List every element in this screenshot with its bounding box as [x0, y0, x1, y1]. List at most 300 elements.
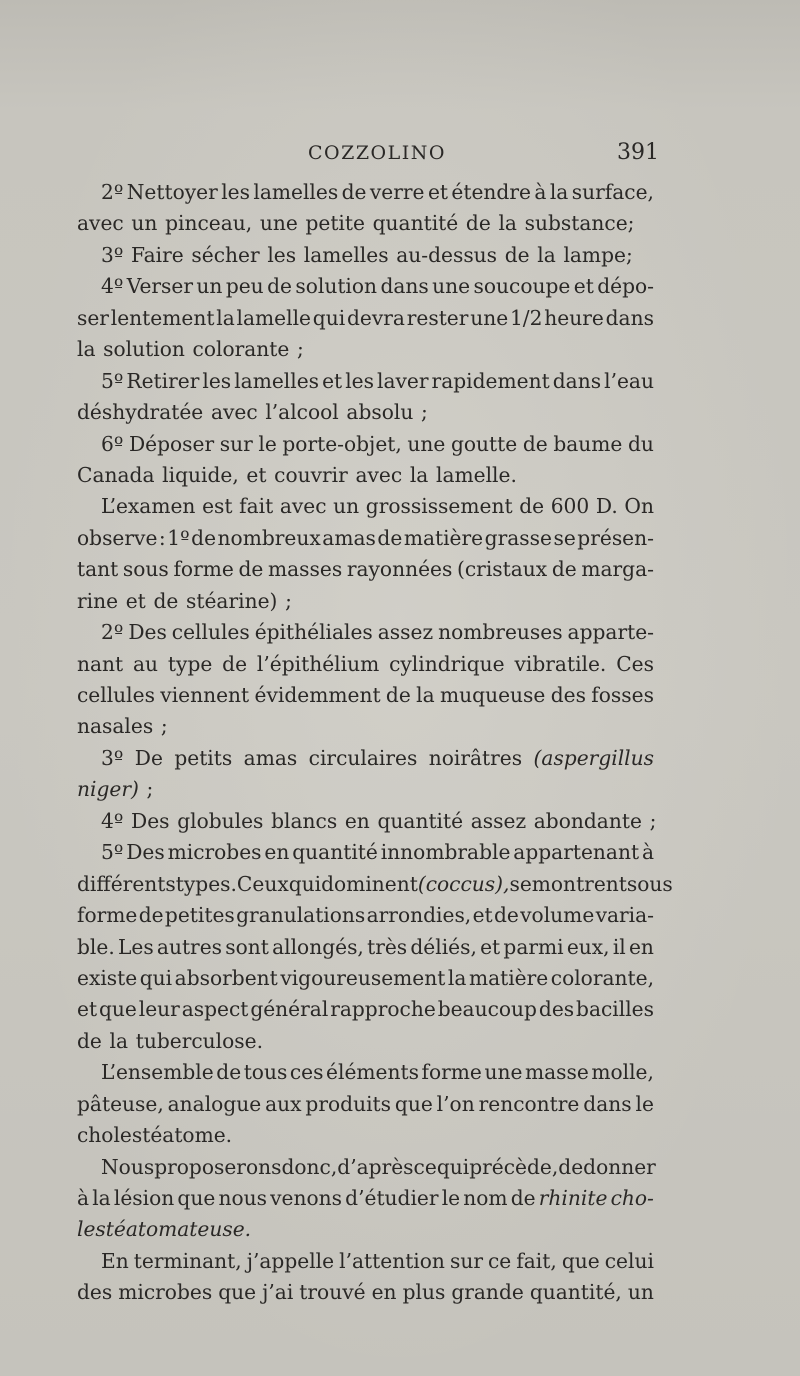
- text-line: [77, 586, 654, 617]
- word: existe: [77, 965, 138, 990]
- word: la: [216, 305, 235, 330]
- word: ;: [649, 808, 657, 833]
- word: cellules: [77, 683, 155, 707]
- text-line: [77, 523, 654, 554]
- word: lamelles: [234, 368, 320, 393]
- word: L’ensemble: [101, 1060, 214, 1085]
- word: que: [394, 1091, 433, 1116]
- word: de: [504, 242, 530, 267]
- word: les: [345, 368, 374, 393]
- word: dépo-: [597, 274, 654, 299]
- word: en: [264, 840, 290, 865]
- word: tous: [243, 1060, 288, 1085]
- word: général: [250, 997, 329, 1022]
- word: l’eau: [604, 368, 654, 393]
- word: Des: [128, 620, 167, 645]
- word: apparte-: [567, 620, 654, 645]
- word: types.: [175, 871, 237, 896]
- word: d’étudier: [345, 1186, 439, 1210]
- text-line: [77, 491, 654, 522]
- text-line: [77, 208, 654, 239]
- word: dominent: [321, 871, 418, 896]
- word: d’après: [337, 1154, 414, 1179]
- word: granulations: [236, 903, 366, 928]
- word: (coccus),: [417, 871, 510, 896]
- word: et: [125, 588, 146, 613]
- text-line: [77, 617, 654, 648]
- word: eux,: [566, 934, 610, 959]
- word: nasales: [77, 714, 154, 739]
- text-line: [77, 554, 654, 585]
- text-line: [77, 240, 654, 271]
- word: En: [101, 1248, 129, 1273]
- word: éléments: [326, 1060, 419, 1085]
- word: lampe;: [563, 242, 633, 267]
- word: le: [635, 1091, 654, 1116]
- word: du: [628, 431, 654, 456]
- word: ces: [289, 1060, 324, 1085]
- word: ;: [146, 777, 154, 802]
- word: l’on: [436, 1091, 475, 1116]
- text-line: [77, 743, 654, 774]
- text-line: [77, 932, 654, 963]
- word: et: [322, 368, 343, 393]
- word: étendre: [451, 180, 531, 204]
- word: petite: [305, 211, 365, 236]
- word: sur: [219, 431, 253, 456]
- word: à: [534, 180, 547, 204]
- word: allongés,: [272, 934, 364, 959]
- word: la: [498, 211, 517, 236]
- word: la: [109, 1028, 129, 1053]
- word: ble.: [77, 934, 115, 959]
- word: rayonnées: [346, 557, 453, 582]
- word: la: [549, 180, 569, 204]
- text-line: [77, 1120, 654, 1151]
- word: dans: [583, 1091, 632, 1116]
- word: stéarine): [186, 588, 278, 613]
- text-line: [77, 1057, 654, 1088]
- page-header: [0, 140, 800, 170]
- running-title: COZZOLINO: [308, 142, 446, 164]
- word: présen-: [577, 525, 654, 550]
- word: nombreux: [217, 525, 321, 550]
- word: muqueuse: [440, 683, 546, 707]
- word: nom: [463, 1186, 508, 1210]
- word: Ces: [616, 651, 654, 676]
- word: beaucoup: [437, 997, 537, 1022]
- word: au: [133, 651, 159, 676]
- text-line: [77, 1026, 654, 1057]
- word: une: [432, 274, 471, 299]
- word: ;: [285, 588, 292, 613]
- word: Des: [131, 808, 170, 833]
- text-line: [77, 837, 654, 868]
- word: qui: [139, 965, 173, 990]
- word: de: [519, 494, 545, 519]
- word: de: [377, 525, 403, 550]
- word: que: [177, 1186, 216, 1210]
- word: surface,: [571, 180, 654, 204]
- word: microbes: [118, 1280, 213, 1305]
- word: avec: [355, 462, 403, 487]
- word: dans: [552, 368, 602, 393]
- word: et: [480, 934, 501, 959]
- word: masses: [267, 557, 343, 582]
- word: les: [202, 368, 232, 393]
- text-line: [77, 397, 654, 428]
- word: de: [551, 557, 577, 582]
- word: abondante: [533, 808, 642, 833]
- word: à: [77, 1186, 90, 1210]
- word: absolu: [346, 400, 414, 425]
- word: la: [409, 462, 429, 487]
- word: à: [641, 840, 654, 865]
- text-line: [77, 1089, 654, 1120]
- word: il: [612, 934, 626, 959]
- word: sous: [626, 871, 673, 896]
- word: la: [447, 965, 467, 990]
- word: 5º: [101, 840, 124, 865]
- text-line: [77, 366, 654, 397]
- word: ;: [160, 714, 168, 739]
- word: circulaires: [308, 745, 418, 770]
- word: différents: [77, 871, 176, 896]
- word: devra: [346, 305, 405, 330]
- word: la: [416, 683, 435, 707]
- word: et: [246, 462, 267, 487]
- word: On: [624, 494, 654, 519]
- word: grossissement: [365, 494, 513, 519]
- word: j’appelle: [246, 1248, 335, 1273]
- word: 4º: [101, 274, 124, 299]
- word: Ceux: [236, 871, 289, 896]
- word: dans: [605, 305, 654, 330]
- word: analogue: [167, 1091, 262, 1116]
- body-text: [77, 177, 673, 1309]
- word: lestéatomateuse.: [77, 1217, 252, 1242]
- word: de: [77, 1028, 102, 1053]
- word: couvrir: [274, 462, 348, 487]
- word: globules: [177, 808, 264, 833]
- word: Nettoyer: [126, 180, 218, 204]
- text-line: [77, 774, 654, 805]
- word: de: [222, 651, 248, 676]
- word: D.: [595, 494, 618, 519]
- word: l’épithélium: [256, 651, 380, 676]
- text-line: [77, 649, 654, 680]
- word: Nous: [101, 1154, 155, 1179]
- word: l’attention: [339, 1248, 445, 1273]
- word: quantité: [292, 840, 378, 865]
- word: une: [484, 1060, 523, 1085]
- text-line: [77, 994, 654, 1025]
- word: très: [367, 934, 408, 959]
- word: colorante: [192, 337, 290, 362]
- word: goutte: [450, 431, 518, 456]
- word: de: [465, 211, 491, 236]
- word: fait: [239, 494, 274, 519]
- word: que: [218, 1280, 257, 1305]
- word: amas: [322, 525, 376, 550]
- word: rhinite: [538, 1186, 608, 1210]
- word: forme: [173, 557, 234, 582]
- word: précède,: [469, 1154, 559, 1179]
- word: colorante,: [550, 965, 654, 990]
- word: 3º: [101, 242, 124, 267]
- word: matière: [468, 965, 549, 990]
- word: tuberculose.: [135, 1028, 263, 1053]
- word: le: [441, 1186, 461, 1210]
- word: 1/2: [509, 305, 543, 330]
- word: vigoureusement: [280, 965, 446, 990]
- word: en: [344, 808, 370, 833]
- word: la: [537, 242, 556, 267]
- word: produits: [305, 1091, 392, 1116]
- word: petits: [174, 745, 233, 770]
- word: 2º: [101, 620, 124, 645]
- word: que: [561, 1248, 600, 1273]
- word: en: [371, 1280, 397, 1305]
- word: une: [470, 305, 509, 330]
- word: forme: [421, 1060, 482, 1085]
- word: heure: [544, 305, 604, 330]
- text-line: [77, 334, 654, 365]
- word: grande: [451, 1280, 524, 1305]
- word: et: [77, 997, 98, 1022]
- text-line: [77, 1152, 654, 1183]
- word: terminant,: [133, 1248, 242, 1273]
- word: la: [77, 337, 96, 362]
- word: Les: [117, 934, 154, 959]
- word: cellules: [171, 620, 250, 645]
- word: lésion: [113, 1186, 175, 1210]
- word: sont: [225, 934, 269, 959]
- word: un: [627, 1280, 654, 1305]
- word: noirâtres: [428, 745, 523, 770]
- word: pinceau,: [165, 211, 253, 236]
- word: de: [385, 683, 411, 707]
- word: bacilles: [576, 997, 654, 1022]
- word: sécher: [191, 242, 260, 267]
- word: 3º: [101, 745, 124, 770]
- word: de: [267, 274, 292, 299]
- word: lamelle.: [436, 462, 517, 487]
- word: (cristaux: [456, 557, 548, 582]
- word: proposerons: [154, 1154, 282, 1179]
- word: avec: [210, 400, 258, 425]
- word: déliés,: [410, 934, 477, 959]
- word: laver: [377, 368, 429, 393]
- word: rencontre: [478, 1091, 580, 1116]
- word: dans: [380, 274, 429, 299]
- word: trouvé: [299, 1280, 366, 1305]
- word: 2º: [101, 180, 124, 204]
- word: matière: [403, 525, 484, 550]
- word: rapidement: [431, 368, 550, 393]
- word: un: [333, 494, 360, 519]
- word: des: [538, 997, 575, 1022]
- word: et: [427, 180, 448, 204]
- word: est: [202, 494, 233, 519]
- word: appartenant: [513, 840, 640, 865]
- text-line: [77, 711, 654, 742]
- word: rapproche: [330, 997, 436, 1022]
- word: ce: [413, 1154, 437, 1179]
- word: amas: [243, 745, 298, 770]
- word: arrondies,: [366, 903, 472, 928]
- word: soucoupe: [473, 274, 571, 299]
- word: :: [158, 525, 166, 550]
- word: volume: [520, 903, 595, 928]
- word: observe: [77, 525, 158, 550]
- text-line: [77, 271, 654, 302]
- text-line: [77, 963, 654, 994]
- word: venons: [270, 1186, 342, 1210]
- word: substance;: [524, 211, 635, 236]
- word: 4º: [101, 808, 124, 833]
- word: Canada: [77, 462, 155, 487]
- word: autres: [156, 934, 223, 959]
- word: cho-: [610, 1186, 654, 1210]
- text-line: [77, 177, 654, 208]
- word: rester: [406, 305, 469, 330]
- word: peu: [225, 274, 264, 299]
- word: les: [267, 242, 297, 267]
- word: avec: [279, 494, 327, 519]
- text-line: [77, 869, 673, 900]
- word: grasse: [484, 525, 552, 550]
- word: aspect: [181, 997, 249, 1022]
- word: que: [98, 997, 137, 1022]
- word: de: [510, 1186, 536, 1210]
- word: une: [407, 431, 446, 456]
- word: déshydratée: [77, 400, 204, 425]
- word: ;: [421, 400, 428, 425]
- word: évidemment: [254, 683, 381, 707]
- word: de: [238, 557, 264, 582]
- word: rine: [77, 588, 119, 613]
- word: quantité: [372, 211, 459, 236]
- text-line: [77, 1183, 654, 1214]
- word: assez: [377, 620, 434, 645]
- word: de: [558, 1154, 584, 1179]
- text-line: [77, 460, 654, 491]
- word: tant: [77, 557, 119, 582]
- word: verre: [369, 180, 425, 204]
- word: porte-objet,: [282, 431, 402, 456]
- word: quantité,: [529, 1280, 622, 1305]
- word: fosses: [591, 683, 654, 707]
- word: petites: [164, 903, 235, 928]
- word: Déposer: [128, 431, 215, 456]
- word: un: [196, 274, 223, 299]
- word: avec: [77, 211, 124, 236]
- word: lentement: [110, 305, 215, 330]
- word: liquide,: [162, 462, 239, 487]
- word: cholestéatome.: [77, 1123, 233, 1148]
- word: Verser: [126, 274, 194, 299]
- word: nombreuses: [438, 620, 563, 645]
- word: celui: [604, 1248, 654, 1273]
- word: 600: [550, 494, 590, 519]
- word: ce: [488, 1248, 512, 1273]
- word: 1º: [167, 525, 190, 550]
- word: donner: [583, 1154, 656, 1179]
- word: montrent: [531, 871, 627, 896]
- word: plus: [402, 1280, 446, 1305]
- word: lamelle: [236, 305, 311, 330]
- word: un: [131, 211, 158, 236]
- text-line: [77, 303, 654, 334]
- word: et: [472, 903, 493, 928]
- word: lamelles: [253, 180, 339, 204]
- word: de: [153, 588, 179, 613]
- word: leur: [138, 997, 180, 1022]
- word: des: [550, 683, 586, 707]
- word: blancs: [271, 808, 338, 833]
- word: épithéliales: [254, 620, 373, 645]
- text-line: [77, 1214, 654, 1245]
- word: solution: [103, 337, 185, 362]
- word: assez: [470, 808, 527, 833]
- word: forme: [77, 903, 138, 928]
- word: j’ai: [262, 1280, 294, 1305]
- word: des: [77, 1280, 113, 1305]
- word: Faire: [131, 242, 184, 267]
- text-line: [77, 1277, 654, 1308]
- word: qui: [436, 1154, 470, 1179]
- word: solution: [295, 274, 378, 299]
- word: au-dessus: [396, 242, 498, 267]
- word: aux: [265, 1091, 302, 1116]
- word: Des: [126, 840, 165, 865]
- word: baume: [553, 431, 623, 456]
- word: 6º: [101, 431, 124, 456]
- word: viennent: [160, 683, 250, 707]
- word: type: [167, 651, 213, 676]
- word: vibratile.: [514, 651, 607, 676]
- word: se: [509, 871, 532, 896]
- word: en: [628, 934, 654, 959]
- word: absorbent: [174, 965, 278, 990]
- text-line: [77, 1246, 654, 1277]
- word: nant: [77, 651, 124, 676]
- word: de: [493, 903, 519, 928]
- word: qui: [312, 305, 346, 330]
- word: qui: [288, 871, 322, 896]
- text-line: [77, 900, 654, 931]
- word: et: [573, 274, 594, 299]
- text-line: [77, 429, 654, 460]
- page-number: 391: [617, 140, 659, 165]
- word: Retirer: [126, 368, 200, 393]
- word: les: [221, 180, 250, 204]
- word: varia-: [595, 903, 654, 928]
- word: lamelles: [303, 242, 389, 267]
- word: de: [522, 431, 548, 456]
- word: de: [341, 180, 367, 204]
- word: de: [191, 525, 217, 550]
- word: masse: [524, 1060, 589, 1085]
- word: 5º: [101, 368, 124, 393]
- word: L’examen: [101, 494, 196, 519]
- word: de: [138, 903, 164, 928]
- word: fait,: [516, 1248, 557, 1273]
- word: l’alcool: [265, 400, 339, 425]
- word: quantité: [377, 808, 464, 833]
- word: une: [259, 211, 298, 236]
